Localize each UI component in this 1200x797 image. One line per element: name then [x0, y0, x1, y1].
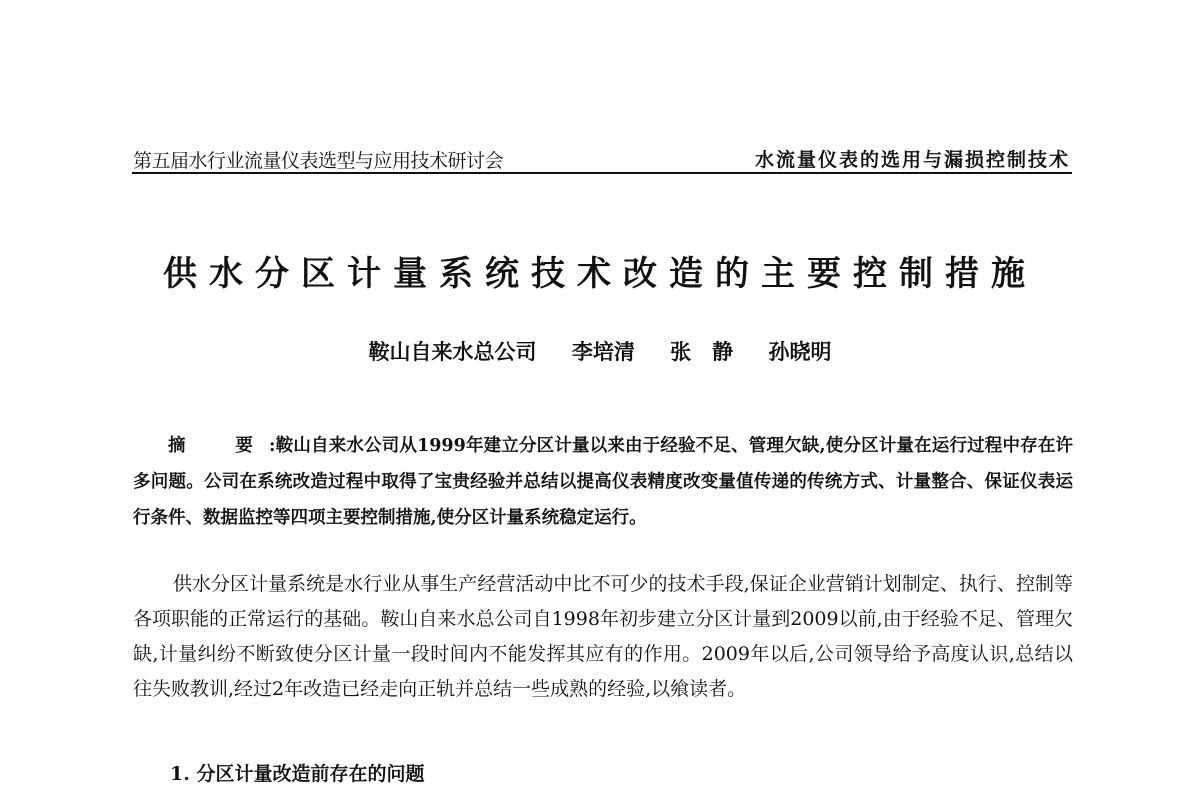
author-name: 张 静 [670, 339, 734, 364]
header-divider [132, 172, 1072, 174]
intro-paragraph: 供水分区计量系统是水行业从事生产经营活动中比不可少的技术手段,保证企业营销计划制定、执行、控制等各项职能的正常运行的基础。鞍山自来水总公司自1998年初步建立分区计量到2009以前,由于经验不足、管理欠缺,计量纠纷不断致使分区计量一段时间内不能发挥其应有的作用。2009年以后,公司领导给予高度认识,总结以往失败教训,经过2年改造已经走向正轨并总结一些成熟的经验,以飨读者。 [133, 573, 1073, 700]
abstract-text: 鞍山自来水公司从1999年建立分区计量以来由于经验不足、管理欠缺,使分区计量在运行过程中存在许多问题。公司在系统改造过程中取得了宝贵经验并总结以提高仪表精度改变量值传递的传统方式、计量整合、保证仪表运行条件、数据监控等四项主要控制措施,使分区计量系统稳定运行。 [133, 436, 1074, 528]
article-title: 供水分区计量系统技术改造的主要控制措施 [163, 254, 1037, 294]
abstract-label: 摘 要 [168, 436, 270, 456]
series-title: 水流量仪表的选用与漏损控制技术 [754, 149, 1070, 171]
organization: 鞍山自来水总公司 [368, 339, 537, 364]
conference-name: 第五届水行业流量仪表选型与应用技术研讨会 [133, 150, 504, 172]
section-heading: 1. 分区计量改造前存在的问题 [170, 763, 425, 785]
abstract: 摘 要:鞍山自来水公司从1999年建立分区计量以来由于经验不足、管理欠缺,使分区计量在运行过程中存在许多问题。公司在系统改造过程中取得了宝贵经验并总结以提高仪表精度改变量值传递的传统方式、计量整合、保证仪表运行条件、数据监控等四项主要控制措施,使分区计量系统稳定运行。 [133, 436, 1074, 528]
author-name: 孙晓明 [768, 339, 832, 364]
author-name: 李培清 [571, 339, 635, 364]
author-line [0, 336, 1200, 366]
